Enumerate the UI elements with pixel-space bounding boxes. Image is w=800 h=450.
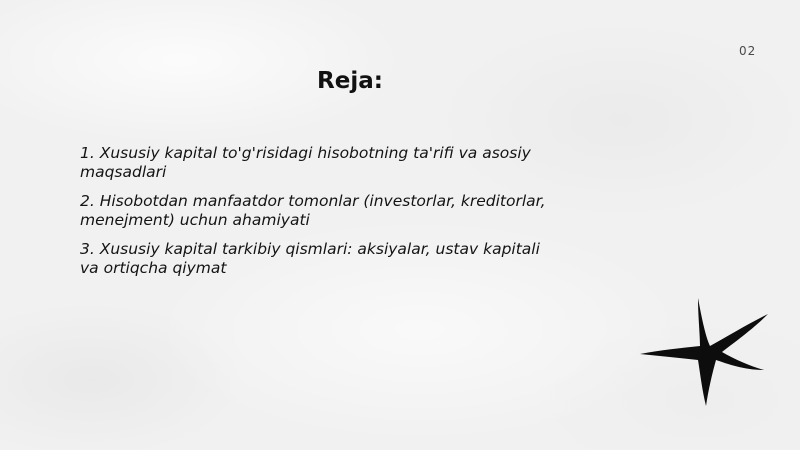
agenda-item: 1. Xususiy kapital to'g'risidagi hisobotning ta'rifi va asosiy maqsadlari xyxy=(80,144,531,181)
page-number: 02 xyxy=(739,44,757,58)
agenda-item: 2. Hisobotdan manfaatdor tomonlar (investorlar, kreditorlar, menejment) uchun ahamiyati xyxy=(80,192,546,229)
agenda-list xyxy=(80,144,550,288)
four-point-star-icon xyxy=(636,294,772,410)
star-shape xyxy=(640,298,768,406)
agenda-item: 3. Xususiy kapital tarkibiy qismlari: aksiyalar, ustav kapitali va ortiqcha qiymat xyxy=(80,240,540,277)
slide-title: Reja: xyxy=(317,68,383,94)
